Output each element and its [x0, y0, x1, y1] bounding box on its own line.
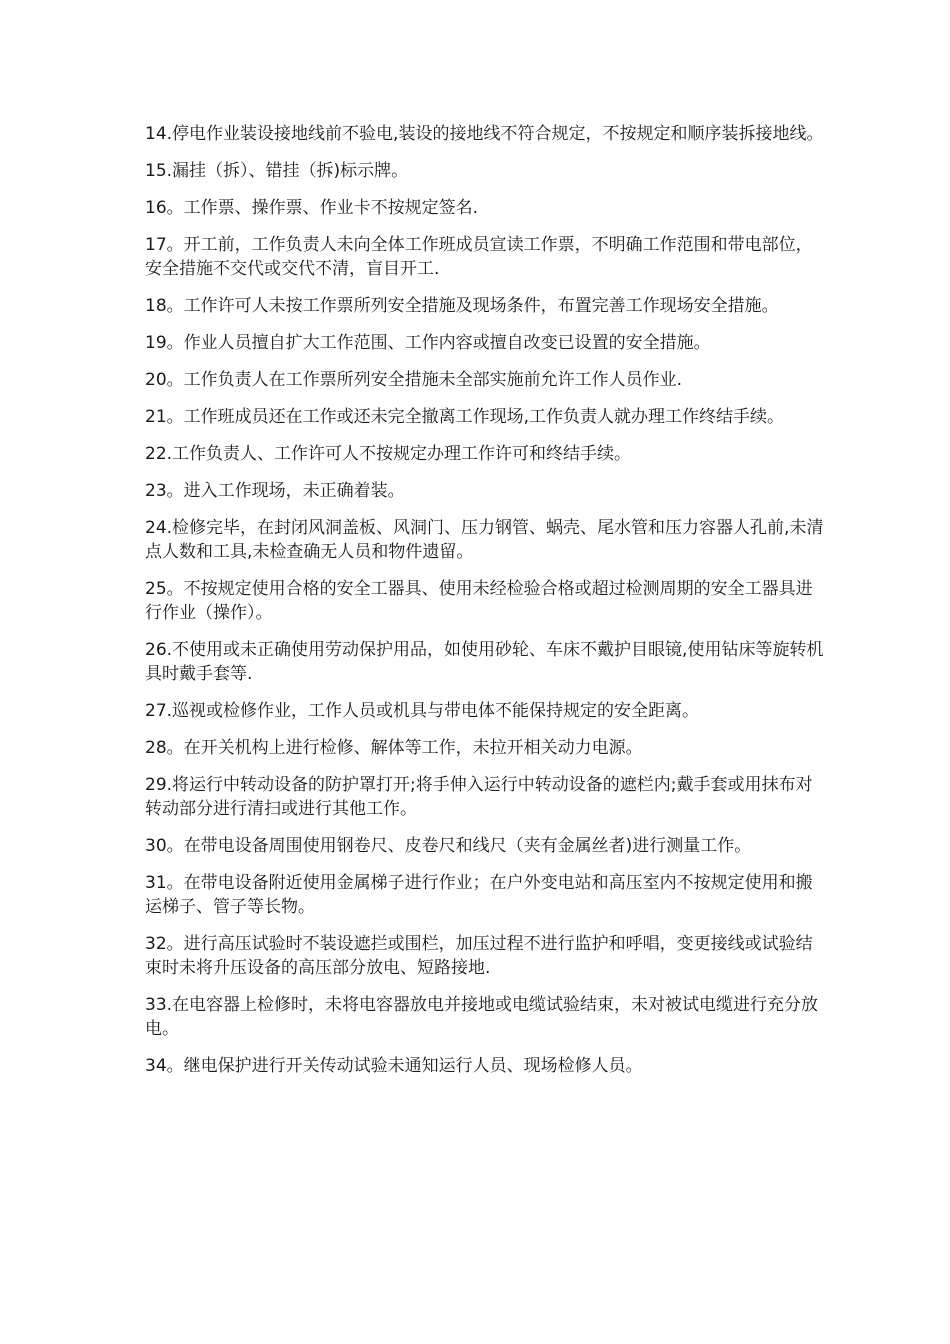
list-item: 27.巡视或检修作业，工作人员或机具与带电体不能保持规定的安全距离。 [145, 701, 700, 721]
list-item: 14.停电作业装设接地线前不验电,装设的接地线不符合规定，不按规定和顺序装拆接地线。 [145, 124, 824, 144]
list-item: 22.工作负责人、工作许可人不按规定办理工作许可和终结手续。 [145, 444, 632, 464]
list-item: 29.将运行中转动设备的防护罩打开;将手伸入运行中转动设备的遮栏内;戴手套或用抹布对转动部分进行清扫或进行其他工作。 [145, 775, 813, 819]
list-item: 25。不按规定使用合格的安全工器具、使用未经检验合格或超过检测周期的安全工器具进行作业（操作）。 [145, 579, 813, 623]
list-item: 15.漏挂（拆）、错挂（拆)标示牌。 [145, 161, 409, 181]
list-item: 24.检修完毕，在封闭风洞盖板、风洞门、压力钢管、蜗壳、尾水管和压力容器人孔前,未清点人数和工具,未检查确无人员和物件遗留。 [145, 518, 824, 562]
list-item: 16。工作票、操作票、作业卡不按规定签名. [145, 198, 479, 218]
list-item: 20。工作负责人在工作票所列安全措施未全部实施前允许工作人员作业. [145, 370, 683, 390]
list-item: 19。作业人员擅自扩大工作范围、工作内容或擅自改变已设置的安全措施。 [145, 333, 711, 353]
list-item: 30。在带电设备周围使用钢卷尺、皮卷尺和线尺（夹有金属丝者)进行测量工作。 [145, 836, 752, 856]
list-item: 17。开工前，工作负责人未向全体工作班成员宣读工作票，不明确工作范围和带电部位，安全措施不交代或交代不清，盲目开工. [145, 235, 813, 279]
list-item: 31。在带电设备附近使用金属梯子进行作业；在户外变电站和高压室内不按规定使用和搬运梯子、管子等长物。 [145, 873, 813, 917]
list-item: 23。进入工作现场，未正确着装。 [145, 481, 405, 501]
list-item: 26.不使用或未正确使用劳动保护用品，如使用砂轮、车床不戴护目眼镜,使用钻床等旋转机具时戴手套等. [145, 640, 824, 684]
list-item: 32。进行高压试验时不装设遮拦或围栏，加压过程不进行监护和呼唱，变更接线或试验结束时未将升压设备的高压部分放电、短路接地. [145, 934, 813, 978]
list-item: 18。工作许可人未按工作票所列安全措施及现场条件，布置完善工作现场安全措施。 [145, 296, 779, 316]
list-item: 33.在电容器上检修时，未将电容器放电并接地或电缆试验结束，未对被试电缆进行充分放电。 [145, 995, 819, 1039]
list-item: 34。继电保护进行开关传动试验未通知运行人员、现场检修人员。 [145, 1056, 643, 1076]
list-item: 21。工作班成员还在工作或还未完全撤离工作现场,工作负责人就办理工作终结手续。 [145, 407, 785, 427]
list-item: 28。在开关机构上进行检修、解体等工作，未拉开相关动力电源。 [145, 738, 643, 758]
document-body [145, 122, 825, 1091]
